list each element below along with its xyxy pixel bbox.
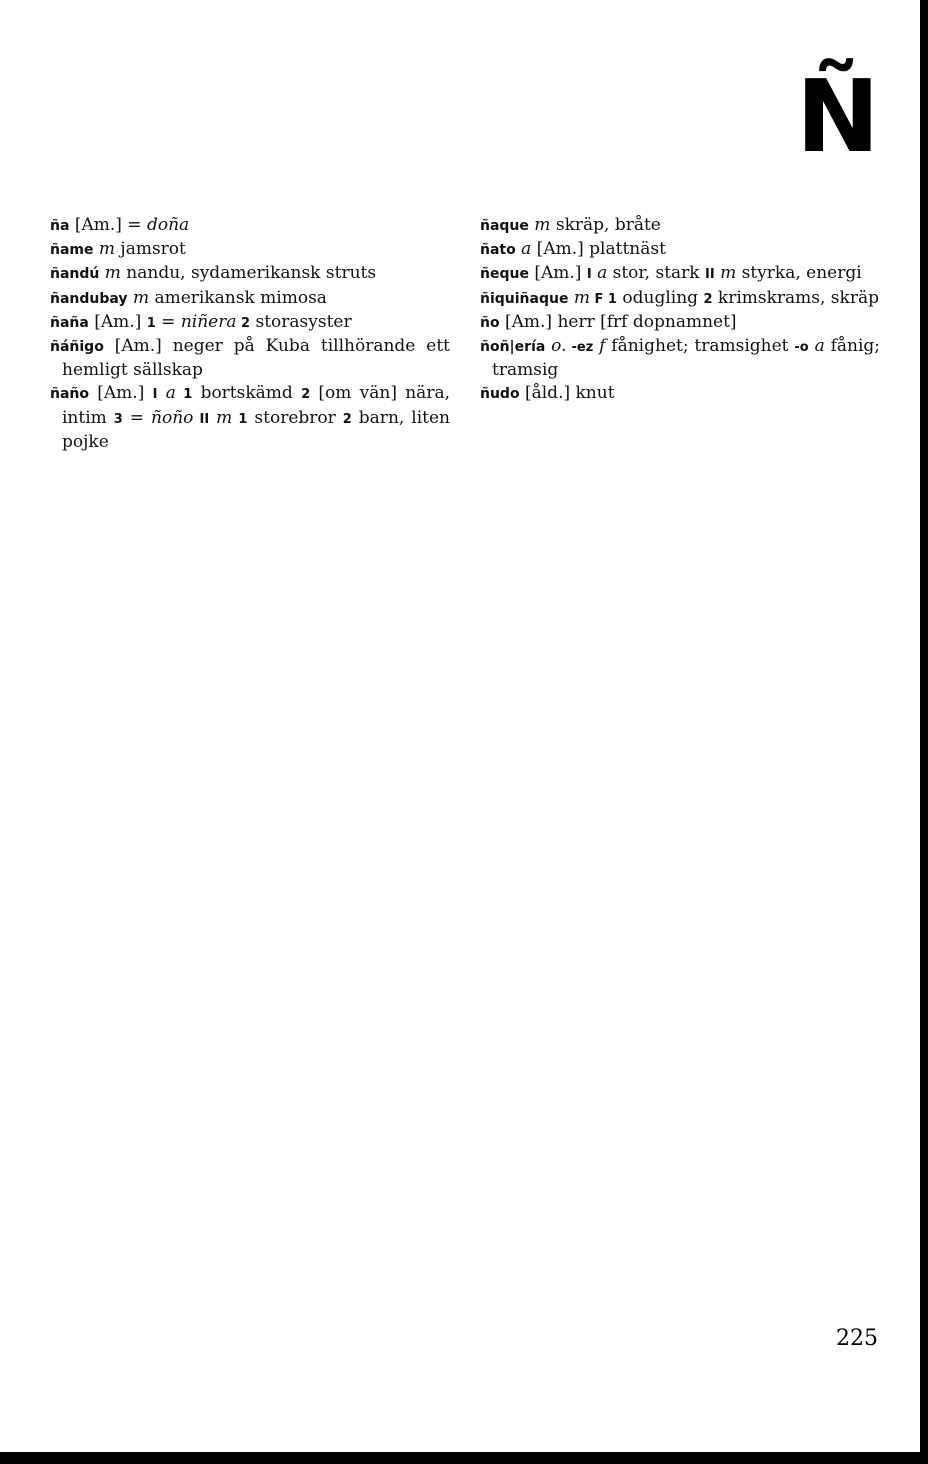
dictionary-entry [50,238,450,262]
entry-text: barn, liten pojke [62,407,450,452]
sense-number: 1 [146,315,156,331]
sense-number: -o [794,340,809,356]
entry-text: [Am.] neger på Kuba tillhörande ett hemligt sällskap [62,336,450,381]
headword: ñudo [480,386,520,403]
entry-text: fånighet; tramsighet [605,336,795,357]
dictionary-entry [50,335,450,382]
sense-number: 2 [342,411,352,427]
entry-text: bortskämd [192,383,302,404]
entry-text: [Am.] herr [frf dopnamnet] [499,311,737,332]
entry-text: stor, stark [607,263,706,284]
entry-text: [Am.] plattnäst [531,239,666,260]
dictionary-entry [480,238,880,262]
entry-italic: o. [545,336,567,357]
entry-text: odugling [616,287,704,308]
headword: ñiquiñaque [480,290,569,307]
dictionary-entry [50,311,450,335]
dictionary-entry [480,287,880,311]
dictionary-entry [50,287,450,311]
dictionary-entry [480,335,880,382]
entry-italic: m [93,239,116,260]
dictionary-entry [50,382,450,454]
section-letter: Ñ [796,58,880,175]
entry-text: fånig; tramsig [492,336,881,381]
scan-bottom-edge [0,1452,928,1464]
entry-text: storebror [247,407,343,428]
page-number: 225 [836,1326,878,1351]
entry-italic: m [568,287,590,308]
sense-number: II [193,411,210,427]
entry-italic: a [808,336,825,357]
headword: ña [50,218,70,234]
entry-italic: m [714,263,737,284]
headword: ñame [50,242,94,259]
entry-text: = [122,407,152,428]
headword: ñáñigo [50,339,104,356]
entry-text: storasyster [250,311,352,332]
sense-number: 2 [703,291,713,307]
entry-italic: doña [146,215,190,235]
entry-italic: a [515,239,532,260]
dictionary-entry [50,262,450,286]
dictionary-entry [480,262,880,286]
sense-number: II [705,267,715,283]
entry-italic: m [209,407,233,428]
sense-number: -ez [566,340,594,356]
headword: ñaque [480,218,529,234]
headword: ñaño [50,386,89,403]
sense-number: 2 [236,315,251,331]
dictionary-entry [480,311,880,335]
entry-text: amerikansk mimosa [149,287,327,308]
entry-text: [åld.] knut [519,383,615,404]
entry-text: styrka, energi [736,263,862,284]
headword: ño [480,314,500,331]
sense-number: 1 [175,387,193,403]
sense-number: F 1 [589,291,617,307]
entry-text: [om vän] nära, intim [62,383,450,428]
headword: ñandubay [50,290,128,307]
sense-number: 3 [113,411,123,427]
sense-number: 1 [232,411,248,427]
dictionary-entry [50,214,450,238]
sense-number: I [152,387,158,403]
entry-italic: m [99,263,121,284]
headword: ñeque [480,266,529,283]
dictionary-entry [480,214,880,238]
headword: ñato [480,242,516,259]
entry-text: [Am.] [528,263,587,284]
entry-text: [Am.] [88,311,147,332]
right-column [480,214,880,407]
entry-italic: a [157,383,176,404]
entry-text: skräp, bråte [550,215,661,235]
entry-text: = [155,311,181,332]
entry-italic: m [528,215,551,235]
headword: ñandú [50,266,100,283]
entry-italic: niñera [180,311,237,332]
entry-italic: f [593,336,606,357]
entry-italic: ñoño [151,407,194,428]
entry-italic: a [591,263,608,284]
entry-text: nandu, sydamerikansk struts [120,263,377,284]
entry-text: [Am.] = [69,215,147,235]
entry-text: krimskrams, skräp [712,287,879,308]
sense-number: I [586,267,592,283]
headword: ñaña [50,314,89,331]
left-column [50,214,450,454]
headword: ñoñ|ería [480,339,546,356]
entry-text: jamsrot [115,239,186,260]
dictionary-entry [480,382,880,406]
sense-number: 2 [301,387,311,403]
scan-right-edge [920,0,928,1464]
entry-italic: m [127,287,150,308]
entry-text: [Am.] [89,383,153,404]
